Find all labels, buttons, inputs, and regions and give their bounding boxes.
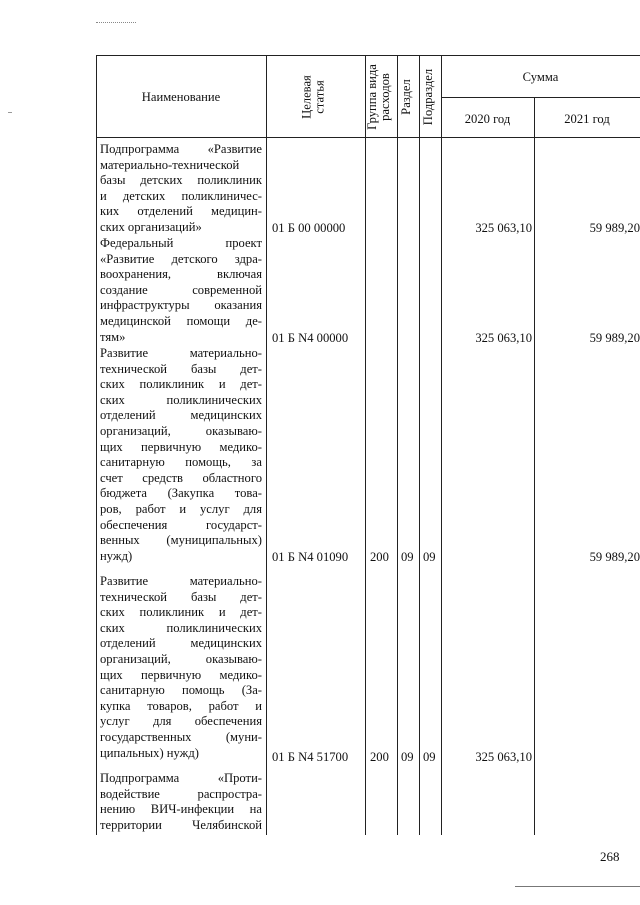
row-3-name-line: ров, работ и услуг для (100, 501, 262, 516)
header-target-item-line1: Целевая (299, 75, 314, 119)
header-name: Наименование (141, 90, 221, 104)
row-4-name-line: государственных (муни- (100, 729, 262, 744)
col-border-code (365, 55, 366, 835)
row-4-name-line: отделений медицинских (100, 636, 262, 651)
header-sum: Сумма (522, 70, 559, 84)
row-3-name-line: организаций, оказываю- (100, 423, 262, 438)
header-expense-group-line2: расходов (378, 73, 392, 121)
row-3-name-line: ских поликлиник и дет- (100, 377, 262, 392)
row-3-name-line: счет средств областного (100, 470, 262, 485)
scan-mark-bottom (515, 886, 640, 887)
header-year-2020: 2020 год (464, 112, 511, 126)
row-1-name (100, 142, 262, 236)
row-3-code: 01 Б N4 01090 (272, 550, 349, 564)
header-target-item-line2: статья (312, 80, 327, 114)
row-1-name-line: ких отделений медицин- (100, 204, 262, 219)
row-3-name-line: санитарную помощь, за (100, 455, 262, 470)
row-3-name-line: щих первичную медико- (100, 439, 262, 454)
row-1-name-line: Подпрограмма «Развитие (100, 142, 262, 156)
row-1-code: 01 Б 00 00000 (272, 221, 346, 235)
header-subsection: Подраздел (421, 68, 435, 126)
row-3-section: 09 (401, 550, 414, 564)
row-1-name-line: ских организаций» (100, 219, 202, 234)
row-1-name-line: и детских поликлиничес- (100, 188, 262, 203)
row-3-name-line: бюджета (Закупка това- (100, 486, 262, 501)
row-3-name-line: ских поликлинических (100, 392, 262, 407)
row-4-name-line: ских поликлинических (100, 620, 262, 635)
header-expense-group (366, 47, 396, 147)
row-1-name-line: базы детских поликлиник (100, 173, 262, 188)
row-3-subsection: 09 (423, 550, 436, 564)
scan-mark-left (8, 112, 12, 113)
row-4-name-line: организаций, оказываю- (100, 651, 262, 666)
row-4-name-line: щих первичную медико- (100, 667, 262, 682)
row-2-name-line: воохранения, включая (100, 267, 262, 282)
row-4-name-line: Развитие материально- (100, 574, 262, 588)
header-target-item (301, 48, 331, 147)
row-5-name-line: водействие распростра- (100, 786, 262, 801)
scan-mark-top (96, 22, 136, 23)
row-2-code: 01 Б N4 00000 (272, 331, 349, 345)
row-2-name-line: «Развитие детского здра- (100, 251, 262, 266)
col-border-group (397, 55, 398, 835)
col-border-left (96, 55, 97, 835)
header-expense-group-line1: Группа вида (365, 64, 379, 130)
row-2-2021: 59 989,20 (589, 331, 640, 345)
row-3-name-line: Развитие материально- (100, 346, 262, 360)
row-5-name-line: территории Челябинской (100, 817, 262, 832)
row-3-name-line: отделений медицинских (100, 408, 262, 423)
row-5-name-line: нению ВИЧ-инфекции на (100, 802, 262, 817)
row-3-group: 200 (370, 550, 389, 564)
row-2-name (100, 236, 262, 345)
row-4-name-line: услуг для обеспечения (100, 714, 262, 729)
row-1-name-line: материально-технической (100, 157, 240, 172)
row-4-code: 01 Б N4 51700 (272, 750, 349, 764)
row-4-name-line: технической базы дет- (100, 589, 262, 604)
row-1-2021: 59 989,20 (589, 221, 640, 235)
col-border-name (266, 55, 267, 835)
row-2-2020: 325 063,10 (475, 331, 532, 345)
row-2-name-line: тям» (100, 329, 126, 344)
row-3-name-line: нужд) (100, 548, 133, 563)
row-3-name-line: обеспечения государст- (100, 517, 262, 532)
page-number: 268 (600, 849, 620, 864)
sum-subheader-line (441, 97, 640, 98)
row-2-name-line: медицинской помощи де- (100, 313, 262, 328)
col-border-subsection (441, 55, 442, 835)
row-4-name-line: санитарную помощь (За- (100, 683, 262, 698)
row-3-name (100, 346, 262, 564)
row-4-2020: 325 063,10 (475, 750, 532, 764)
col-border-2020 (534, 97, 535, 835)
row-4-name (100, 574, 262, 761)
row-5-name-line: Подпрограмма «Проти- (100, 771, 262, 785)
row-4-section: 09 (401, 750, 414, 764)
row-4-name-line: купка товаров, работ и (100, 698, 262, 713)
col-border-section (419, 55, 420, 835)
row-4-name-line: ских поликлиник и дет- (100, 605, 262, 620)
row-3-name-line: венных (муниципальных) (100, 533, 262, 548)
row-1-2020: 325 063,10 (475, 221, 532, 235)
header-section: Раздел (399, 79, 413, 115)
header-year-2021: 2021 год (564, 112, 610, 126)
row-2-name-line: инфраструктуры оказания (100, 298, 262, 313)
row-4-name-line: ципальных) нужд) (100, 745, 199, 760)
row-4-group: 200 (370, 750, 389, 764)
row-5-name (100, 771, 262, 833)
row-2-name-line: создание современной (100, 282, 262, 297)
row-3-2021: 59 989,20 (589, 550, 640, 564)
row-4-subsection: 09 (423, 750, 436, 764)
row-2-name-line: Федеральный проект (100, 236, 262, 250)
row-3-name-line: технической базы дет- (100, 361, 262, 376)
